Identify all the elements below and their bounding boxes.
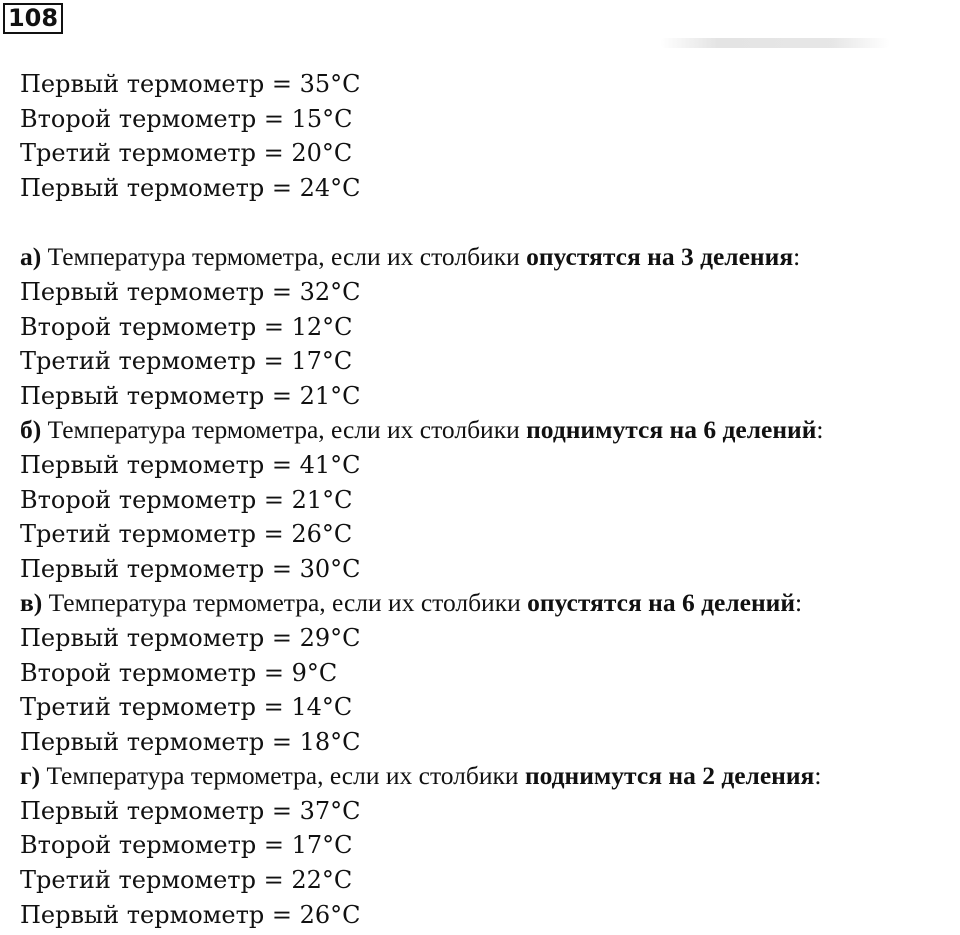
part-colon: :: [816, 415, 824, 445]
part-colon: :: [793, 242, 801, 272]
part-text: Температура термометра, если их столбики: [40, 761, 525, 791]
reading-line: Первый термометр = 24°C: [20, 173, 361, 202]
reading-line: Первый термометр = 30°C: [20, 554, 361, 583]
part-condition: опустятся на 6 делений: [527, 588, 796, 618]
reading-line: Третий термометр = 22°C: [20, 866, 353, 895]
faint-watermark-mark: [660, 38, 890, 48]
part-heading: [20, 586, 960, 621]
reading-line: Третий термометр = 14°C: [20, 693, 353, 722]
part-text: Температура термометра, если их столбики: [41, 242, 527, 272]
reading-line: Первый термометр = 35°C: [20, 70, 361, 98]
initial-readings: [20, 67, 960, 205]
part-label: а): [20, 242, 42, 272]
part-label: б): [20, 415, 42, 445]
part-text: Температура термометра, если их столбики: [41, 415, 527, 445]
part-colon: :: [795, 588, 803, 618]
part-condition: опустятся на 3 деления: [526, 242, 794, 272]
part-condition: поднимутся на 2 деления: [524, 761, 815, 791]
part-label: г): [20, 761, 41, 791]
reading-line: Второй термометр = 21°C: [20, 485, 353, 514]
reading-line: Третий термометр = 20°C: [20, 139, 353, 168]
blank-line: [20, 205, 960, 240]
reading-line: Третий термометр = 17°C: [20, 347, 353, 376]
part-a: [20, 240, 960, 413]
reading-line: Второй термометр = 15°C: [20, 104, 353, 133]
reading-line: Второй термометр = 9°C: [20, 658, 338, 687]
reading-line: Первый термометр = 26°C: [20, 900, 361, 929]
part-heading: [20, 413, 960, 448]
reading-line: Первый термометр = 29°C: [20, 623, 361, 652]
part-colon: :: [814, 761, 822, 791]
reading-line: Первый термометр = 37°C: [20, 796, 361, 825]
reading-line: Третий термометр = 26°C: [20, 520, 353, 549]
reading-line: Первый термометр = 32°C: [20, 277, 361, 306]
reading-line: Первый термометр = 18°C: [20, 727, 361, 756]
reading-line: Второй термометр = 12°C: [20, 312, 353, 341]
part-g: [20, 759, 960, 932]
part-heading: [20, 240, 960, 275]
part-condition: поднимутся на 6 делений: [526, 415, 817, 445]
reading-line: Второй термометр = 17°C: [20, 831, 353, 860]
problem-number: 108: [3, 3, 63, 34]
reading-line: Первый термометр = 41°C: [20, 450, 361, 479]
part-b: [20, 413, 960, 586]
part-text: Температура термометра, если их столбики: [42, 588, 528, 618]
reading-line: Первый термометр = 21°C: [20, 381, 361, 410]
part-heading: [20, 759, 960, 794]
part-v: [20, 586, 960, 759]
solution-body: [20, 67, 960, 932]
part-label: в): [20, 588, 43, 618]
